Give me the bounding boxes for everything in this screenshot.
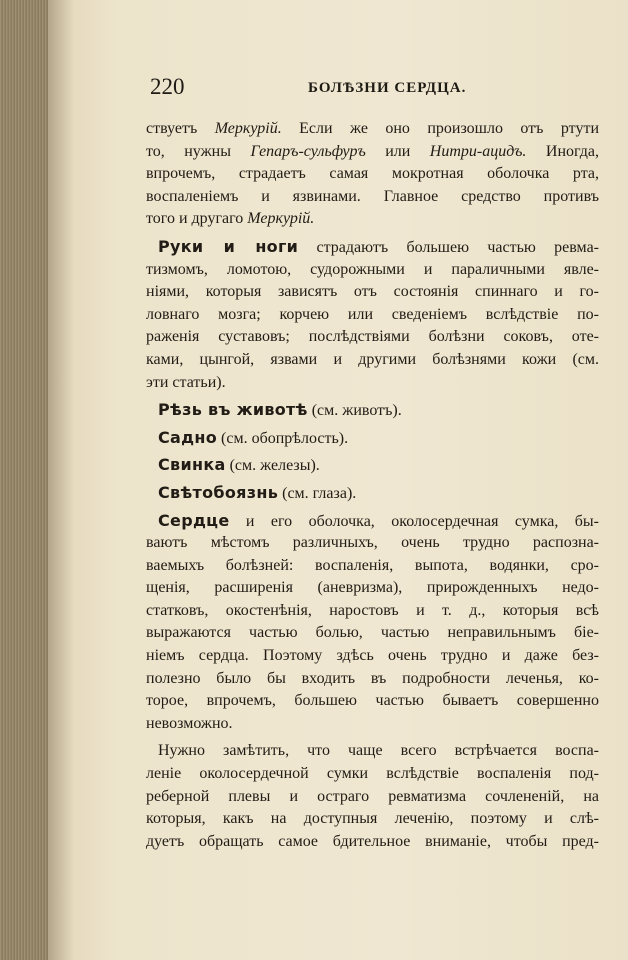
entry-term: Руки и ноги xyxy=(158,236,299,256)
text-line: торое, впрочемъ, большею частью бываетъ совершенно xyxy=(146,692,599,710)
cross-reference-entry: Рѣзь въ животѣ (см. животъ). xyxy=(158,400,402,420)
text-line: то, нужны Гепаръ-сульфуръ или Нитри-ацидъ. Иногда, xyxy=(146,142,599,160)
text-line: ловнаго мозга; корчею или сведеніемъ вслѣдствіе по- xyxy=(146,305,599,323)
text-line: воспаленіемъ и язвинами. Главное средство противъ xyxy=(146,187,599,205)
text-line: невозможно. xyxy=(146,714,233,732)
text-line: статковъ, окостенѣнія, наростовъ и т. д., которыя всѣ xyxy=(146,601,599,619)
text-line: ваютъ мѣстомъ различныхъ, очень трудно распозна- xyxy=(146,534,599,552)
text-line: ваемыхъ болѣзней: воспаленія, выпота, водянки, сро- xyxy=(146,556,599,574)
text-line: Руки и ноги страдаютъ большею частью ревма- xyxy=(158,236,599,256)
text-line: того и другаго Меркурій. xyxy=(146,210,315,228)
text-line: щенія, расширенія (аневризма), прирожденныхъ недо- xyxy=(146,579,599,597)
cross-reference-entry: Свинка (см. железы). xyxy=(158,455,320,475)
text-line: эти статьи). xyxy=(146,373,226,391)
entry-term: Сердце xyxy=(158,510,230,530)
book-page-edges xyxy=(0,0,48,960)
text-line: леніе околосердечной сумки вслѣдствіе воспаленія под- xyxy=(146,765,599,783)
entry-term: Садно xyxy=(158,427,218,447)
remedy-name: Нитри-ацидъ. xyxy=(429,142,527,160)
text-line: ніями, которыя зависятъ отъ состоянія спиннаго и го- xyxy=(146,283,599,301)
text-line: раженія суставовъ; послѣдствіями болѣзни соковъ, оте- xyxy=(146,328,599,346)
running-title: БОЛѢЗНИ СЕРДЦА. xyxy=(308,80,467,96)
gutter-shadow xyxy=(48,0,74,960)
text-line: ніемъ сердца. Поэтому здѣсь очень трудно и даже без- xyxy=(146,647,599,665)
text-line: Нужно замѣтить, что чаще всего встрѣчается воспа- xyxy=(158,742,599,760)
text-line: впрочемъ, страдаетъ самая мокротная оболочка рта, xyxy=(146,165,599,183)
remedy-name: Меркурій. xyxy=(247,210,315,228)
text-line: дуетъ обращать самое бдительное вниманіе, чтобы пред- xyxy=(146,832,599,850)
text-line: полезно было бы входить въ подробности леченья, ко- xyxy=(146,669,599,687)
remedy-name: Гепаръ-сульфуръ xyxy=(250,142,366,160)
text-body xyxy=(146,118,599,853)
text-line: тизмомъ, ломотою, судорожными и параличными явле- xyxy=(146,260,599,278)
page-number: 220 xyxy=(150,74,185,99)
entry-term: Свинка xyxy=(158,455,226,475)
text-line: Сердце и его оболочка, околосердечная сумка, бы- xyxy=(158,510,599,530)
text-line: ствуетъ Меркурій. Если же оно произошло отъ ртути xyxy=(146,120,599,137)
entry-term: Свѣтобоязнь xyxy=(158,482,279,502)
text-line: которыя, какъ на доступныя леченію, поэтому и слѣ- xyxy=(146,810,599,828)
cross-reference-entry: Свѣтобоязнь (см. глаза). xyxy=(158,482,357,502)
page-header xyxy=(150,74,600,104)
text-line: реберной плевы и остраго ревматизма сочлененій, на xyxy=(146,787,599,805)
remedy-name: Меркурій. xyxy=(214,120,282,137)
text-line: ками, цынгой, язвами и другими болѣзнями кожи (см. xyxy=(146,350,599,368)
entry-term: Рѣзь въ животѣ xyxy=(158,400,308,420)
cross-reference-entry: Садно (см. обопрѣлость). xyxy=(158,427,349,447)
text-line: выражаются частью болью, частью неправильнымъ біе- xyxy=(146,624,599,642)
